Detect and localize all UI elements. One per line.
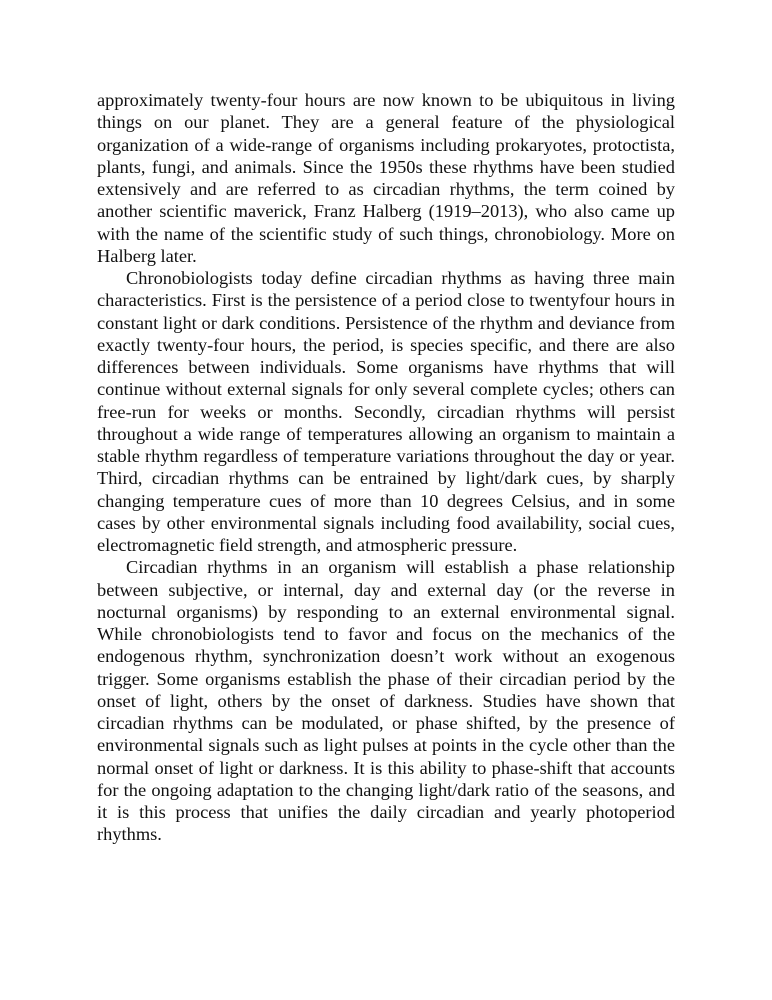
paragraph-circadian-characteristics: Chronobiologists today define circadian rhythms as having three main characteristics. First is the persistence of a period close to twentyfour hours in constant light or dark conditions. Persistence of the rhythm and deviance from exactly twenty-four hours, the period, is species specific, and there are also differences between individuals. Some organisms have rhythms that will continue without external signals for only several complete cycles; others can free-run for weeks or months. Secondly, circadian rhythms will persist throughout a wide range of temperatures allowing an organism to maintain a stable rhythm regardless of temperature variations throughout the day or year. Third, circadian rhythms can be entrained by light/dark cues, by sharply changing temperature cues of more than 10 degrees Celsius, and in some cases by other environmental signals including food availability, social cues, electromagnetic field strength, and atmospheric pressure. <box>97 268 675 555</box>
paragraph-continued: approximately twenty-four hours are now known to be ubiquitous in living things on our planet. They are a general feature of the physiological organization of a wide-range of organisms including prokaryotes, protoctista, plants, fungi, and animals. Since the 1950s these rhythms have been studied extensively and are referred to as circadian rhythms, the term coined by another scientific maverick, Franz Halberg (1919–2013), who also came up with the name of the scientific study of such things, chronobiology. More on Halberg later. <box>97 90 675 266</box>
document-page <box>97 89 675 846</box>
paragraph-phase-relationship: Circadian rhythms in an organism will establish a phase relationship between subjective, or internal, day and external day (or the reverse in nocturnal organisms) by responding to an external environmental signal. While chronobiologists tend to favor and focus on the mechanics of the endogenous rhythm, synchronization doesn’t work without an exogenous trigger. Some organisms establish the phase of their circadian period by the onset of light, others by the onset of darkness. Studies have shown that circadian rhythms can be modulated, or phase shifted, by the presence of environmental signals such as light pulses at points in the cycle other than the normal onset of light or darkness. It is this ability to phase-shift that accounts for the ongoing adaptation to the changing light/dark ratio of the seasons, and it is this process that unifies the daily circadian and yearly photoperiod rhythms. <box>97 557 675 845</box>
